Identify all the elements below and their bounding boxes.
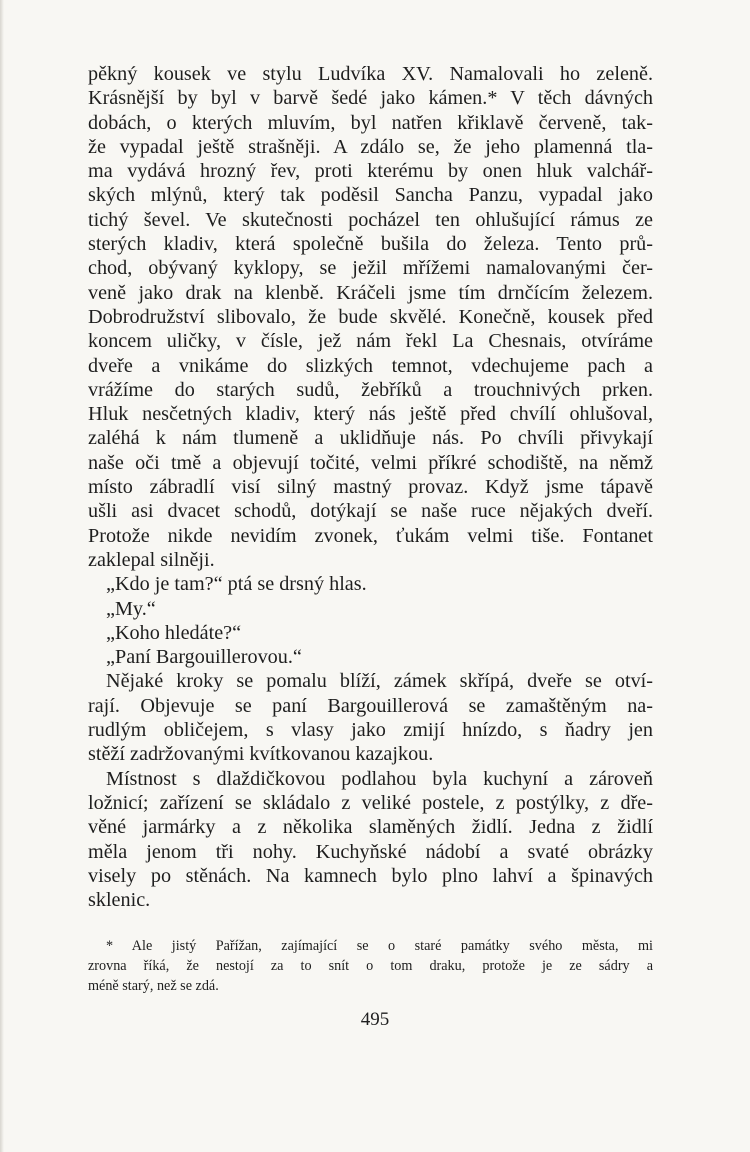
text-line: chod, obývaný kyklopy, se ježil mřížemi namalovanými čer- bbox=[88, 257, 653, 280]
text-line: koncem uličky, v čísle, jež nám řekl La Chesnais, otvíráme bbox=[88, 330, 653, 353]
text-line: naše oči tmě a objevují točité, velmi příkré schodiště, na němž bbox=[88, 451, 653, 474]
text-line: Dobrodružství slibovalo, že bude skvělé. Konečně, kousek před bbox=[88, 305, 653, 328]
page-number: 495 bbox=[360, 1009, 390, 1030]
text-line: ušli asi dvacet schodů, dotýkají se naše ruce nějakých dveří. bbox=[88, 500, 653, 523]
text-line: tichý ševel. Ve skutečnosti pocházel ten ohlušující rámus ze bbox=[88, 208, 653, 231]
text-line: že vypadal ještě strašněji. A zdálo se, že jeho plamenná tla- bbox=[88, 135, 653, 158]
text-line: visely po stěnách. Na kamnech bylo plno lahví a špinavých bbox=[88, 864, 653, 887]
dialogue-line: „My.“ bbox=[106, 597, 156, 620]
text-line: Protože nikde nevidím zvonek, ťukám velmi tiše. Fontanet bbox=[88, 524, 653, 547]
text-line: ma vydává hrozný řev, proti kterému by onen hluk valchář- bbox=[88, 160, 653, 183]
dialogue-line: „Paní Bargouillerovou.“ bbox=[106, 646, 302, 669]
footnote bbox=[88, 936, 653, 996]
text-line: místo zábradlí visí silný mastný provaz. Když jsme tápavě bbox=[88, 476, 653, 499]
text-line: sterých kladiv, která společně bušila do železa. Tento prů- bbox=[88, 233, 653, 256]
text-line: ložnicí; zařízení se skládalo z veliké postele, z postýlky, z dře- bbox=[88, 791, 653, 814]
text-line: zaklepal silněji. bbox=[88, 548, 215, 571]
text-line: Krásnější by byl v barvě šedé jako kámen.* V těch dávných bbox=[88, 87, 653, 110]
text-line: veně jako drak na klenbě. Kráčeli jsme tím drnčícím železem. bbox=[88, 281, 653, 304]
text-line: věné jarmárky a z několika slaměných židlí. Jedna z židlí bbox=[88, 816, 653, 839]
text-line: stěží zadržovanými kvítkovanou kazajkou. bbox=[88, 743, 434, 766]
text-line: dobách, o kterých mluvím, byl natřen křiklavě červeně, tak- bbox=[88, 111, 653, 134]
footnote-line: zrovna říká, že nestojí za to snít o tom draku, protože je ze sádry a bbox=[88, 958, 653, 974]
text-line: rudlým obličejem, s vlasy jako zmijí hnízdo, s ňadry jen bbox=[88, 719, 653, 742]
text-line: měla jenom tři nohy. Kuchyňské nádobí a svaté obrázky bbox=[88, 840, 653, 863]
page-gutter-shadow bbox=[0, 0, 4, 1152]
text-line: zaléhá k nám tlumeně a uklidňuje nás. Po chvíli přivykají bbox=[88, 427, 653, 450]
text-line: pěkný kousek ve stylu Ludvíka XV. Namalovali ho zeleně. bbox=[88, 63, 653, 85]
text-line: sklenic. bbox=[88, 889, 151, 912]
text-line: rají. Objevuje se paní Bargouillerová se zamaštěným na- bbox=[88, 694, 653, 717]
dialogue-line: „Koho hledáte?“ bbox=[106, 621, 242, 644]
text-line: Hluk nesčetných kladiv, který nás ještě před chvílí ohlušoval, bbox=[88, 403, 653, 426]
dialogue-line: „Kdo je tam?“ ptá se drsný hlas. bbox=[106, 573, 367, 596]
text-line: vrážíme do starých sudů, žebříků a trouchnivých prken. bbox=[88, 378, 653, 401]
footnote-line: * Ale jistý Pařížan, zajímající se o staré památky svého města, mi bbox=[106, 938, 653, 954]
text-line: Místnost s dlaždičkovou podlahou byla kuchyní a zároveň bbox=[106, 767, 653, 790]
text-line: ských mlýnů, který tak poděsil Sancha Panzu, vypadal jako bbox=[88, 184, 653, 207]
text-line: Nějaké kroky se pomalu blíží, zámek skřípá, dveře se otví- bbox=[106, 670, 653, 693]
footnote-line: méně starý, než se zdá. bbox=[88, 978, 219, 994]
body-text bbox=[88, 62, 653, 912]
text-line: dveře a vnikáme do slizkých temnot, vdechujeme pach a bbox=[88, 354, 653, 377]
